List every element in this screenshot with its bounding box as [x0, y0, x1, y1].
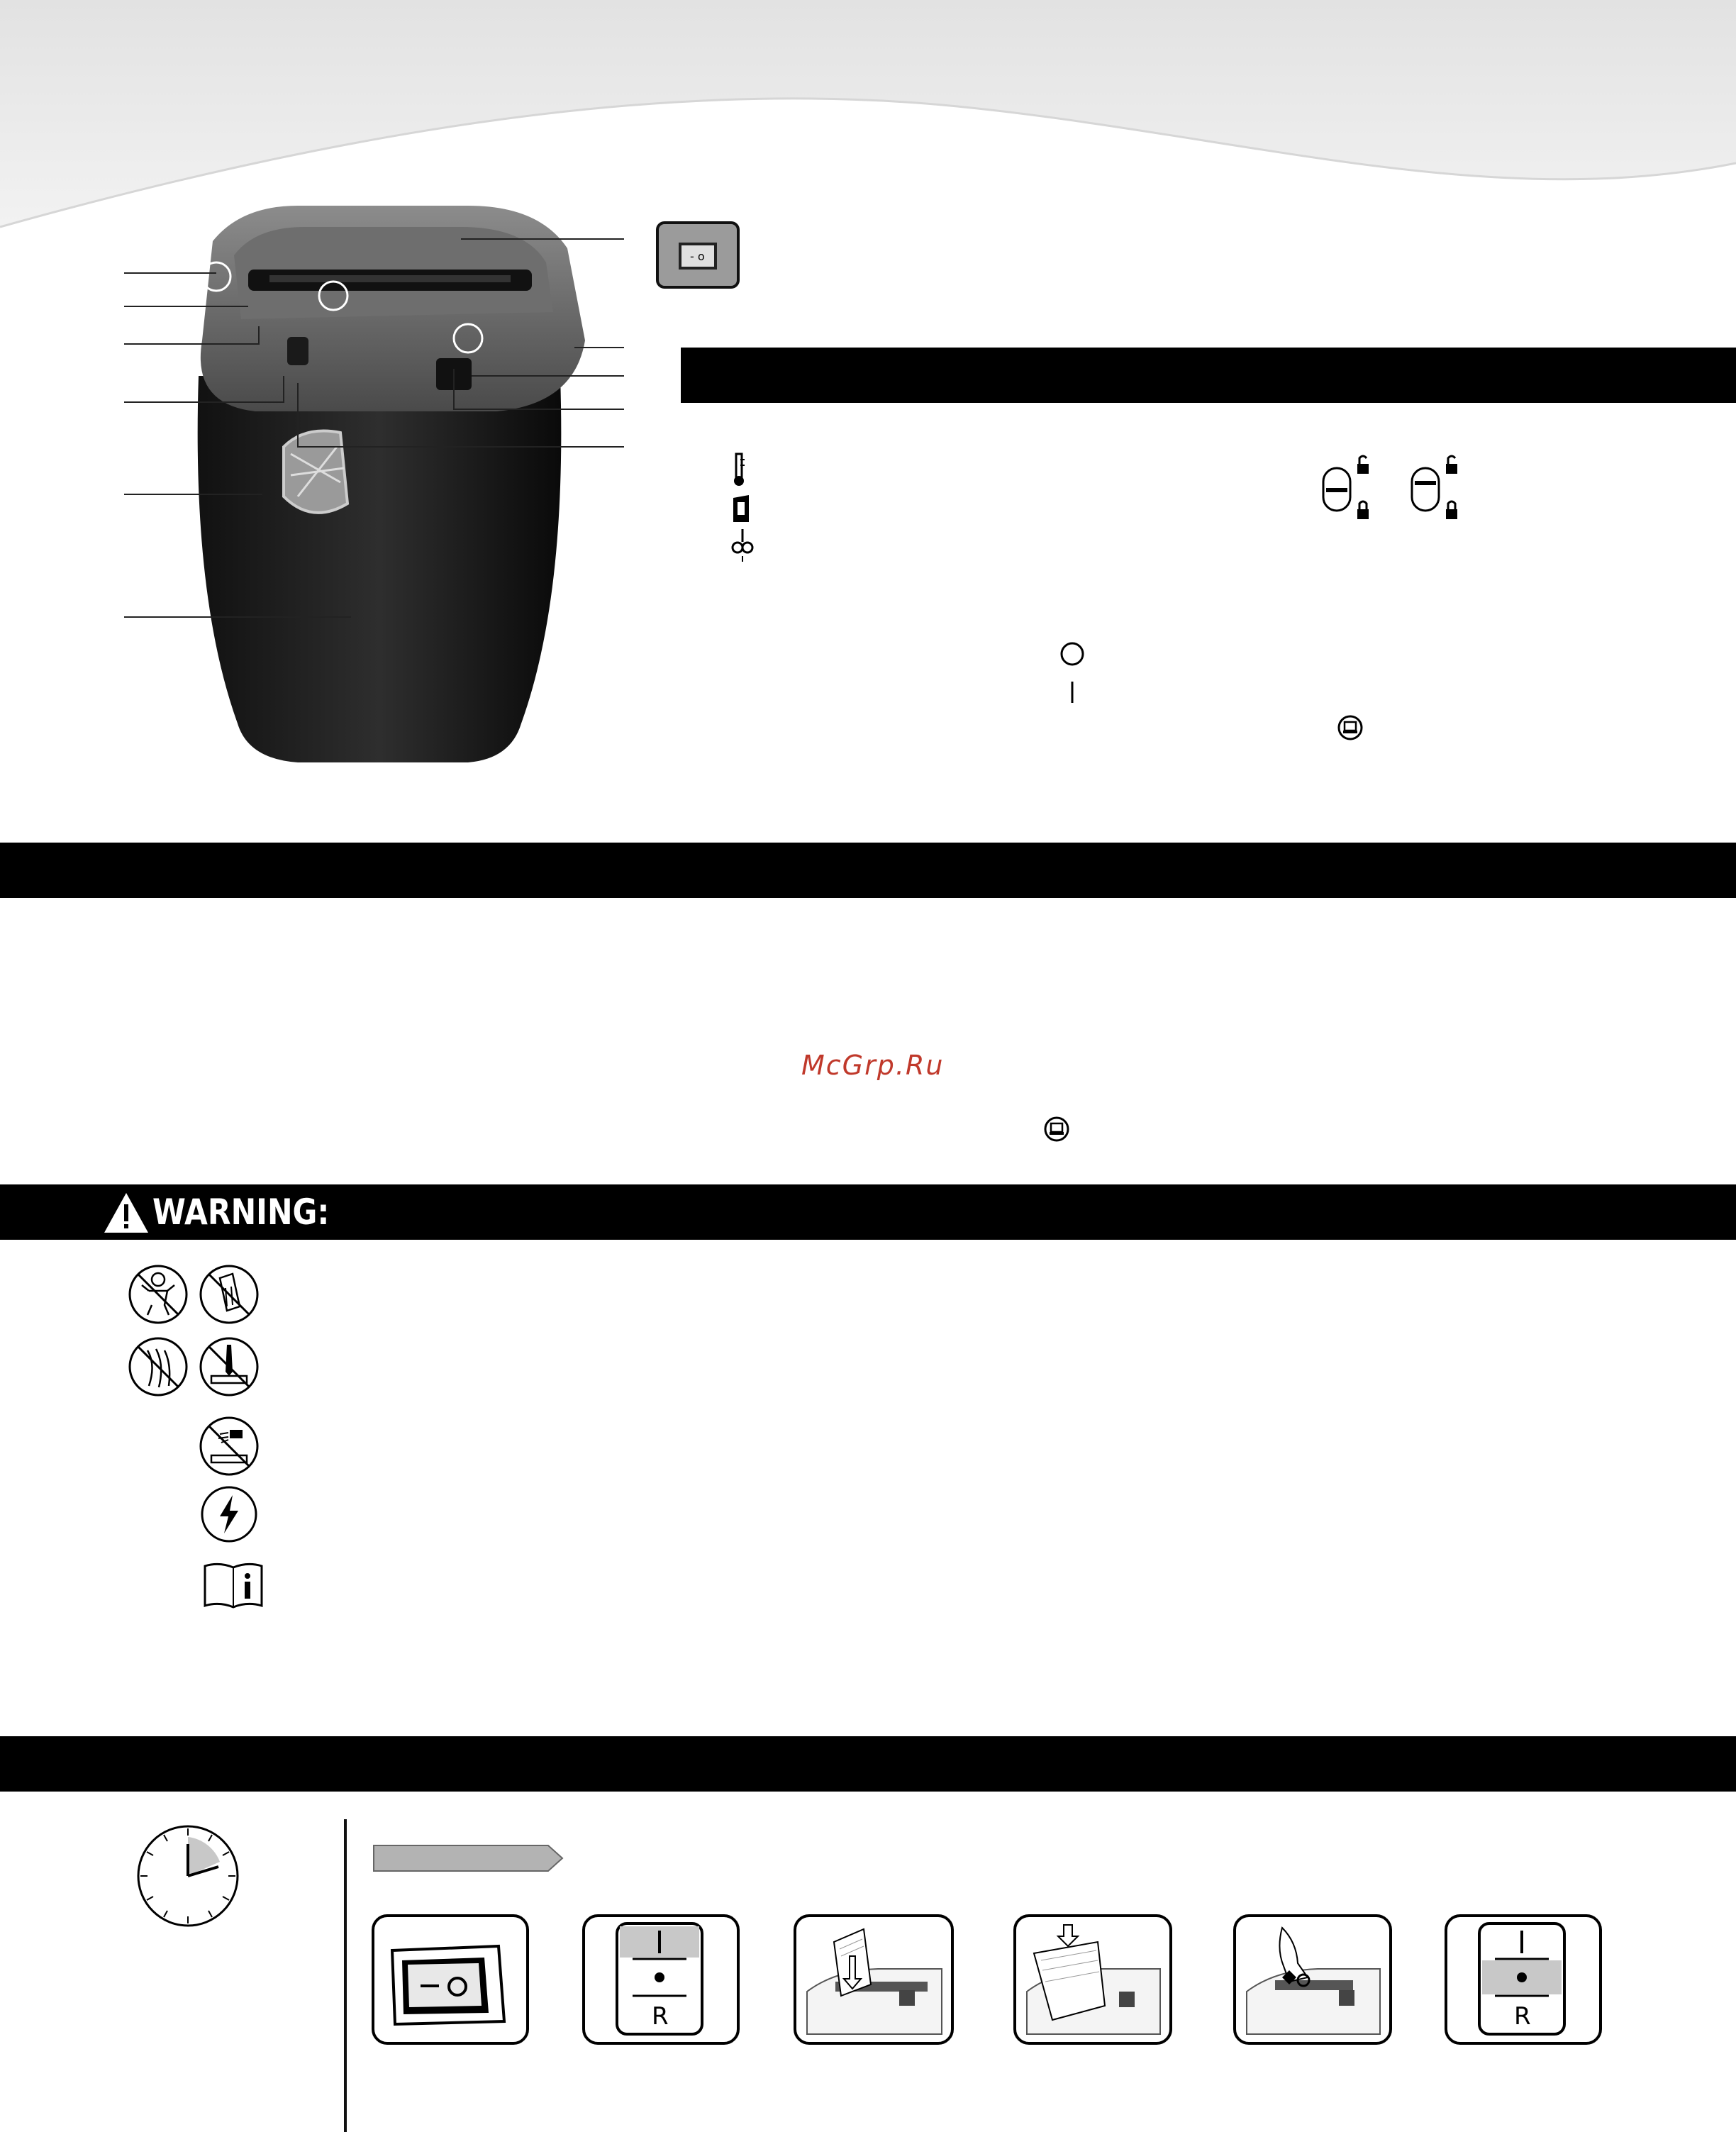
paper-jam-icon: [730, 528, 755, 563]
clock-icon: [135, 1823, 241, 1929]
section-bar-controls: [681, 348, 1736, 403]
warning-triangle-icon: [103, 1192, 150, 1234]
step-panel-selector-auto: [1444, 1914, 1603, 2045]
svg-text:R: R: [1514, 2002, 1531, 2031]
bin-icon-inline: [1042, 1115, 1071, 1143]
power-off-symbol: [1058, 640, 1086, 668]
divider-line: [344, 1819, 347, 2132]
no-hands-icon: [199, 1264, 260, 1325]
step-panel-insert-paper: [793, 1914, 955, 2045]
safelock-unlocked-icon: [1319, 454, 1376, 528]
power-rocker-switch-icon: [656, 221, 740, 289]
safelock-locked-icon: [1408, 454, 1464, 528]
watermark-text: McGrp.Ru: [801, 1050, 945, 1081]
step-panel-remove-jam: [1233, 1914, 1393, 2045]
no-aerosol-icon: [199, 1416, 260, 1477]
step-panel-feed-paper: [1013, 1914, 1173, 2045]
power-on-symbol: [1064, 677, 1081, 706]
bin-icon: [1336, 714, 1364, 742]
no-hair-icon: [128, 1336, 189, 1397]
no-ties-icon: [199, 1336, 260, 1397]
read-manual-icon: [202, 1560, 265, 1610]
electric-shock-icon: [199, 1484, 260, 1545]
svg-text:R: R: [652, 2002, 669, 2031]
thermometer-icon: [730, 453, 747, 488]
keep-children-away-icon: [128, 1264, 189, 1325]
svg-text:- o: - o: [690, 250, 705, 263]
step-panel-power-switch: [371, 1914, 530, 2045]
bin-full-icon: [730, 494, 752, 523]
step-tag: [372, 1844, 564, 1872]
section-bar-operation: [0, 843, 1736, 898]
step-panel-selector-on: [582, 1914, 740, 2045]
section-bar-basic-shredding: [0, 1736, 1736, 1792]
callout-lines: [0, 0, 1736, 638]
warning-label: WARNING:: [152, 1192, 330, 1233]
